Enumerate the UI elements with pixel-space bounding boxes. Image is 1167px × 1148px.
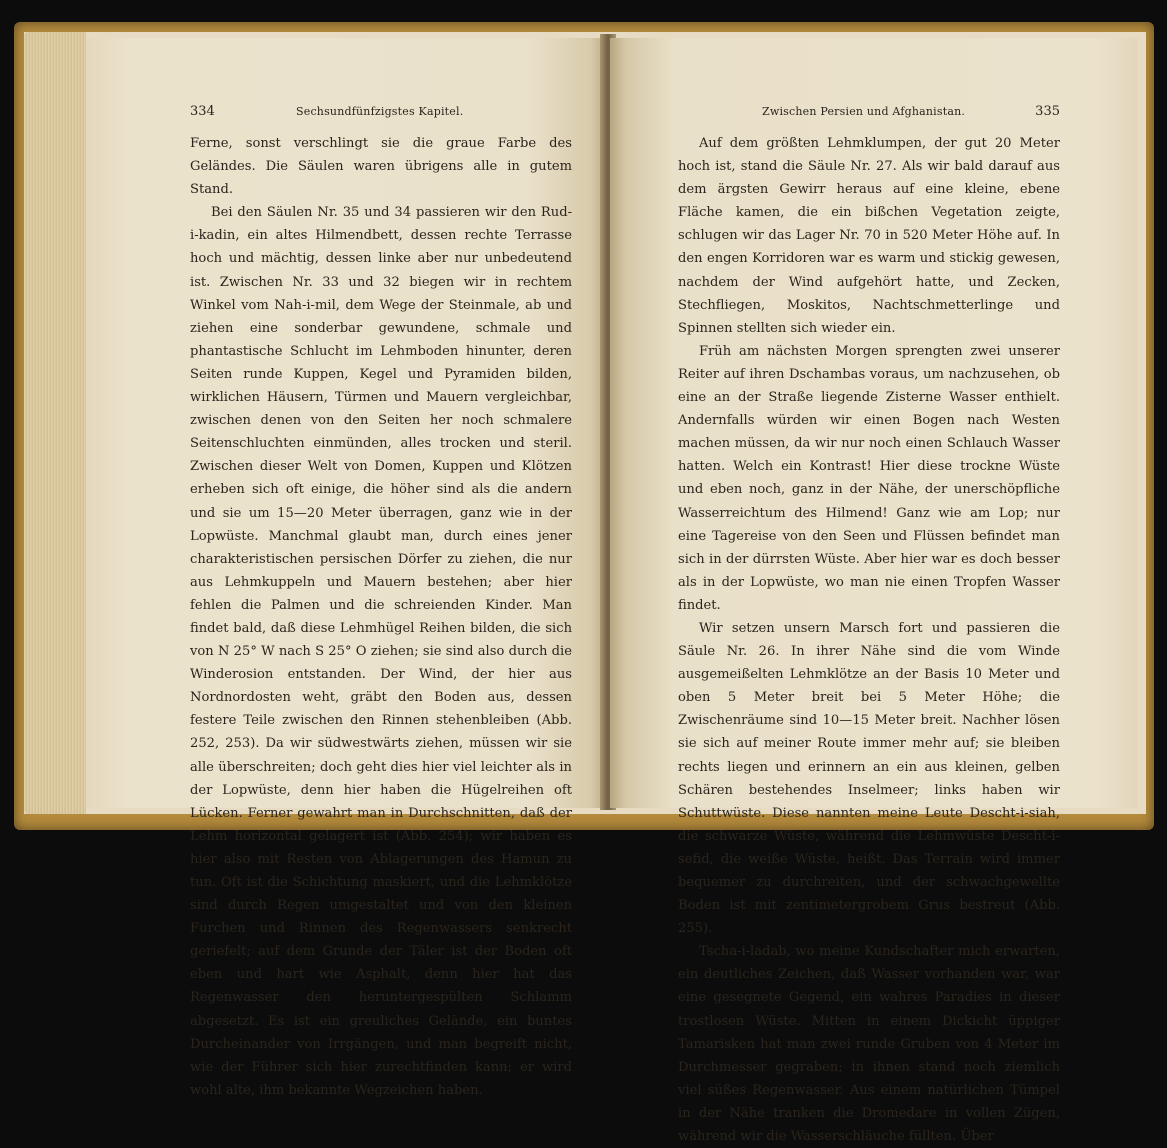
right-page-text (678, 132, 1060, 1148)
right-page (610, 38, 1138, 1145)
left-paragraph-2: Bei den Säulen Nr. 35 und 34 passieren wir den Rud-i-kadin, ein altes Hilmendbett, dessen rechte Terrasse hoch und mächtig, dessen linke aber nur unbedeutend ist. Zwischen Nr. 33 und 32 biegen wir in rechtem Winkel vom Nah-i-mil, dem Wege der Steinmale, ab und ziehen eine sonderbar gewundene, schmale und phantastische Schlucht im Lehmboden hinunter, deren Seiten runde Kuppen, Kegel und Pyramiden bilden, wirklichen Häusern, Türmen und Mauern vergleichbar, zwischen denen von den Seiten her noch schmalere Seitenschluchten einmünden, alles trocken und steril. Zwischen dieser Welt von Domen, Kuppen und Klötzen erheben sich oft einige, die höher sind als die andern und sie um 15—20 Meter überragen, ganz wie in der Lopwüste. Manchmal glaubt man, durch eines jener charakteristischen persischen Dörfer zu ziehen, die nur aus Lehmkuppeln und Mauern bestehen; aber hier fehlen die Palmen und die schreienden Kinder. Man findet bald, daß diese Lehmhügel Reihen bilden, die sich von N 25° W nach S 25° O ziehen; sie sind also durch die Winderosion entstanden. Der Wind, der hier aus Nordnordosten weht, gräbt den Boden aus, dessen festere Teile zwischen den Rinnen stehenbleiben (Abb. 252, 253). Da wir südwestwärts ziehen, müssen wir sie alle überschreiten; doch geht dies hier viel leichter als in der Lopwüste, denn hier haben die Hügelreihen oft Lücken. Ferner gewahrt man in Durchschnitten, daß der Lehm horizontal gelagert ist (Abb. 254); wir haben es hier also mit Resten von Ablagerungen des Hamun zu tun. Oft ist die Schichtung maskiert, und die Lehmklötze sind durch Regen umgestaltet und von den kleinen Furchen und Rinnen des Regenwassers senkrecht geriefelt; auf dem Grunde der Täler ist der Boden oft eben und hart wie Asphalt, denn hier hat das Regenwasser den heruntergespülten Schlamm abgesetzt. Es ist ein greuliches Gelände, ein buntes Durcheinander von Irrgängen, und man begreift nicht, wie der Führer sich hier zurechtfinden kann; er wird wohl alte, ihm bekannte Wegzeichen haben. (190, 205, 572, 1098)
page-edges (24, 32, 86, 814)
right-page-header (610, 104, 1138, 124)
right-page-number: 335 (1035, 104, 1060, 119)
right-paragraph-1: Auf dem größten Lehmklumpen, der gut 20 Meter hoch ist, stand die Säule Nr. 27. Als wir bald darauf aus dem ärgsten Gewirr heraus auf eine kleine, ebene Fläche kamen, die ein bißchen Vegetation zeigte, schlugen wir das Lager Nr. 70 in 520 Meter Höhe auf. In den engen Korridoren war es warm und stickig gewesen, nachdem der Wind aufgehört hatte, und Zecken, Stechfliegen, Moskitos, Nachtschmetterlinge und Spinnen stellten sich wieder ein. (678, 136, 1060, 336)
left-running-title: Sechsundfünfzigstes Kapitel. (296, 105, 464, 118)
right-running-title: Zwischen Persien und Afghanistan. (762, 105, 966, 118)
right-paragraph-3: Wir setzen unsern Marsch fort und passieren die Säule Nr. 26. In ihrer Nähe sind die vom Winde ausgemeißelten Lehmklötze an der Basis 10 Meter und oben 5 Meter breit bei 5 Meter Höhe; die Zwischenräume sind 10—15 Meter breit. Nachher lösen sie sich auf meiner Route immer mehr auf; sie bleiben rechts liegen und erinnern an ein aus kleinen, gelben Schären bestehendes Inselmeer; links haben wir Schuttwüste. Diese nannten meine Leute Descht-i-siah, die schwarze Wüste, während die Lehmwüste Descht-i-sefid, die weiße Wüste, heißt. Das Terrain wird immer bequemer zu durchreiten, und der schwachgewellte Boden ist mit zentimetergrobem Grus bestreut (Abb. 255). (678, 620, 1060, 937)
left-page-header (86, 104, 606, 124)
left-page (86, 38, 606, 1098)
left-page-text (190, 132, 572, 1102)
right-paragraph-4: Tscha-i-ladab, wo meine Kundschafter mich erwarten, ein deutliches Zeichen, daß Wasser vorhanden war, war eine gesegnete Gegend, ein wahres Paradies in dieser trostlosen Wüste. Mitten in einem Dickicht üppiger Tamarisken hat man zwei runde Gruben von 4 Meter im Durchmesser gegraben; in ihnen stand noch ziemlich viel süßes Regenwasser. Aus einem natürlichen Tümpel in der Nähe tranken die Dromedare in vollen Zügen, während wir die Wasserschläuche füllten. Über (678, 944, 1060, 1145)
left-page-number: 334 (190, 104, 215, 119)
left-paragraph-1: Ferne, sonst verschlingt sie die graue Farbe des Geländes. Die Säulen waren übrigens alle in gutem Stand. (190, 136, 572, 198)
right-paragraph-2: Früh am nächsten Morgen sprengten zwei unserer Reiter auf ihren Dschambas voraus, um nachzusehen, ob eine an der Straße liegende Zisterne Wasser enthielt. Andernfalls würden wir einen Bogen nach Westen machen müssen, da wir nur noch einen Schlauch Wasser hatten. Welch ein Kontrast! Hier diese trockne Wüste und eben noch, ganz in der Nähe, der unerschöpfliche Wasserreichtum des Hilmend! Ganz wie am Lop; nur eine Tagereise von den Seen und Flüssen befindet man sich in der dürrsten Wüste. Aber hier war es doch besser als in der Lopwüste, wo man nie einen Tropfen Wasser findet. (678, 343, 1060, 613)
